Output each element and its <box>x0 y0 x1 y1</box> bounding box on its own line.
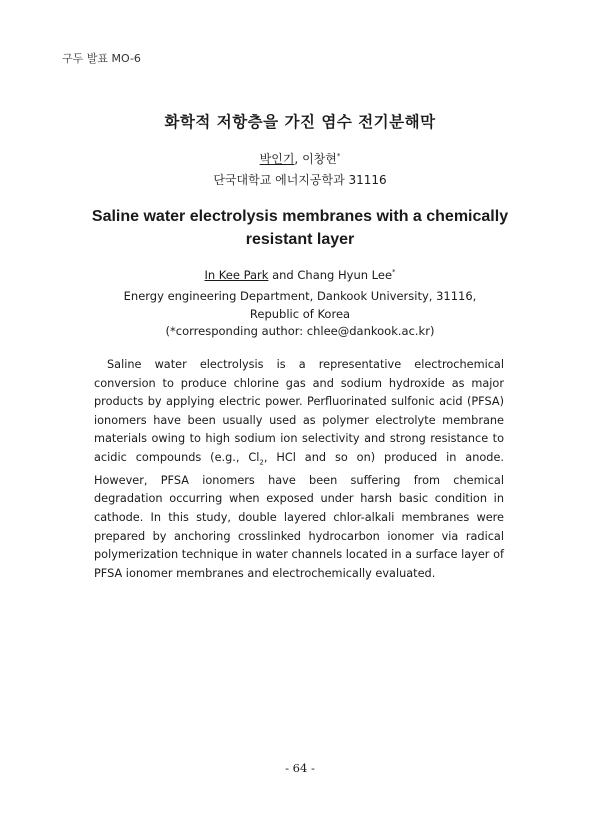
english-authors <box>0 268 600 282</box>
korean-author-separator: , <box>294 152 303 166</box>
abstract-paragraph <box>94 356 504 583</box>
english-affiliation-line2: Republic of Korea <box>249 307 351 321</box>
korean-author-presenter: 박인기 <box>259 152 295 166</box>
english-author-corresponding: Chang Hyun Lee <box>297 268 393 282</box>
korean-title: 화학적 저항층을 가진 염수 전기분해막 <box>164 113 436 131</box>
english-title-line2: resistant layer <box>245 231 355 248</box>
english-author-join: and <box>268 268 298 282</box>
korean-corresponding-mark: * <box>336 152 341 160</box>
abstract-subscript: 2 <box>259 458 264 467</box>
corresponding-author-note: (*corresponding author: chlee@dankook.ac.kr) <box>165 324 435 338</box>
abstract-text-part1: Saline water electrolysis is a representative electrochemical conversion to produce chlorine gas and sodium hydroxide as major products by applying electric power. Perfluorinated sulfonic acid (PFSA) ionomers have been usually used as polymer electrolyte membrane materials owing to high sodium ion selectivity and strong resistance to acidic compounds (e.g., Cl <box>94 358 504 464</box>
english-title <box>0 205 600 251</box>
korean-authors <box>0 150 600 167</box>
english-affiliation-line1: Energy engineering Department, Dankook University, 31116, <box>123 289 477 303</box>
page-number: - 64 - <box>285 761 315 775</box>
korean-affiliation: 단국대학교 에너지공학과 31116 <box>213 173 387 187</box>
session-label: 구두 발표 MO-6 <box>62 52 141 65</box>
abstract-text-part2: , HCl and so on) produced in anode. However, PFSA ionomers have been suffering from chemical degradation occurring when exposed under harsh basic condition in cathode. In this study, double layered chlor-alkali membranes were prepared by anchoring crosslinked hydrocarbon ionomer via radical polymerization technique in water channels located in a surface layer of PFSA ionomer membranes and electrochemically evaluated. <box>94 450 504 580</box>
english-title-line1: Saline water electrolysis membranes with a chemically <box>91 208 509 225</box>
english-corresponding-mark: * <box>392 268 396 277</box>
korean-author-corresponding: 이창현 <box>302 152 337 166</box>
english-author-presenter: In Kee Park <box>204 268 269 282</box>
